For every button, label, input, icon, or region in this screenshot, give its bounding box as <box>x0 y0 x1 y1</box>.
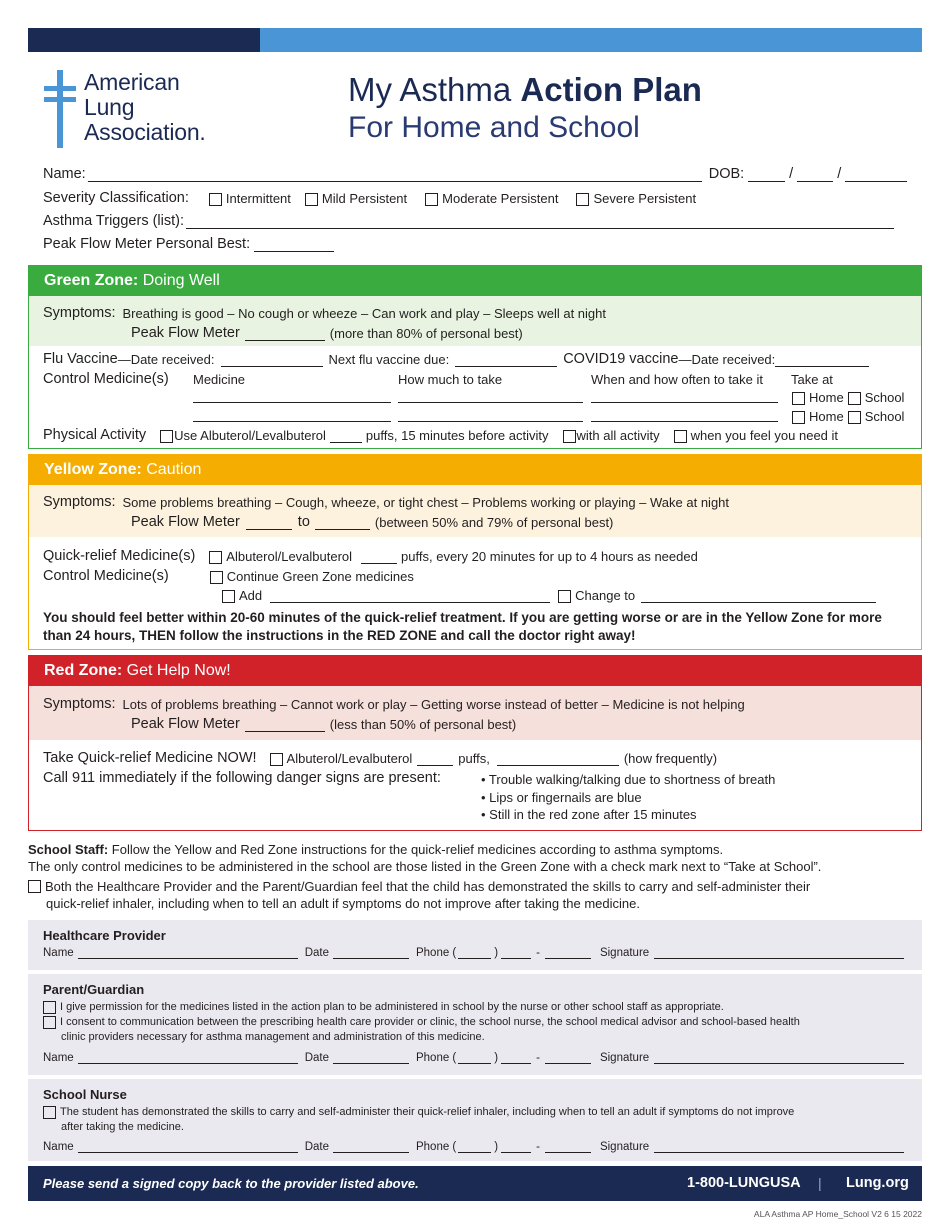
home-checkbox-2[interactable] <box>792 411 805 424</box>
hp-signature-field[interactable] <box>654 947 904 959</box>
org-name: American Lung Association. <box>84 69 206 145</box>
name-field[interactable] <box>88 168 702 182</box>
green-zone: Green Zone: Doing Well Symptoms: Breathing is good – No cough or wheeze – Can work and play – Sleeps well at night Peak Flow Meter (more than 80% of personal best) Flu Vaccine —Date received: Next flu vaccine due: COVID19 vaccine —Date received: Control Medicine(s) Medicine How much to take When and how often to take it Take at Home School Home School Physical Activity Use Albuterol/Levalbuterol puffs, 15 minutes before activity with all activity when you feel you need it <box>28 265 922 449</box>
sn-demonstrated-checkbox[interactable] <box>43 1106 56 1119</box>
triggers-field[interactable] <box>186 215 894 229</box>
red-zone-header: Red Zone: Get Help Now! <box>29 656 921 686</box>
add-checkbox[interactable] <box>222 590 235 603</box>
add-field[interactable] <box>270 589 550 603</box>
sn-date-field[interactable] <box>333 1141 409 1153</box>
pg-phone-area-field[interactable] <box>458 1052 491 1064</box>
dob-year-field[interactable] <box>845 168 907 182</box>
green-peak-flow-field[interactable] <box>245 327 325 341</box>
moderate-persistent-checkbox[interactable] <box>425 193 438 206</box>
home-checkbox-1[interactable] <box>792 392 805 405</box>
red-peak-flow-field[interactable] <box>245 718 325 732</box>
footer-website-link[interactable]: Lung.org <box>846 1175 909 1191</box>
change-to-field[interactable] <box>641 589 876 603</box>
sn-phone-line-field[interactable] <box>545 1141 591 1153</box>
sn-phone-area-field[interactable] <box>458 1141 491 1153</box>
yellow-zone-header: Yellow Zone: Caution <box>29 455 921 485</box>
healthcare-provider-section: Healthcare Provider Name Date Phone ( ) - Signature <box>28 920 922 970</box>
next-flu-field[interactable] <box>455 353 557 367</box>
yellow-albuterol-checkbox[interactable] <box>209 551 222 564</box>
school-checkbox-2[interactable] <box>848 411 861 424</box>
mild-persistent-checkbox[interactable] <box>305 193 318 206</box>
danger-signs-list: • Trouble walking/talking due to shortness of breath • Lips or fingernails are blue • Still in the red zone after 15 minutes <box>481 772 776 822</box>
footer-phone[interactable]: 1-800-LUNGUSA <box>687 1175 801 1191</box>
medicine-field-2[interactable] <box>193 408 391 422</box>
pg-permission-checkbox[interactable] <box>43 1001 56 1014</box>
plan-title: My Asthma Action Plan For Home and School <box>348 71 702 144</box>
red-albuterol-checkbox[interactable] <box>270 753 283 766</box>
when-needed-checkbox[interactable] <box>674 430 687 443</box>
hp-date-field[interactable] <box>333 947 409 959</box>
yellow-peak-high-field[interactable] <box>315 516 370 530</box>
red-frequency-field[interactable] <box>497 752 619 766</box>
hp-phone-prefix-field[interactable] <box>501 947 531 959</box>
covid-date-field[interactable] <box>775 353 869 367</box>
parent-guardian-section: Parent/Guardian I give permission for the medicines listed in the action plan to be administered in school by the nurse or other school staff as appropriate. I consent to communication between the prescribing health care provider or clinic, the school nurse, the school medical advisor and school-based health clinic providers necessary for asthma management and administration of this medicine. Name Date Phone ( ) - Signature <box>28 974 922 1075</box>
school-checkbox-1[interactable] <box>848 392 861 405</box>
footer-bar: Please send a signed copy back to the provider listed above. 1-800-LUNGUSA | Lung.org <box>28 1166 922 1201</box>
name-row: Name: DOB: / / <box>43 166 907 182</box>
peak-best-field[interactable] <box>254 238 334 252</box>
red-zone: Red Zone: Get Help Now! Symptoms: Lots of problems breathing – Cannot work or play – Getting worse instead of better – Medicine is not helping Peak Flow Meter (less than 50% of personal best) Take Quick-relief Medicine NOW! Albuterol/Levalbuterol puffs, (how frequently) Call 911 immediately if the following danger signs are present: • Trouble walking/talking due to shortness of breath • Lips or fingernails are blue • Still in the red zone after 15 minutes <box>28 655 922 831</box>
continue-green-checkbox[interactable] <box>210 571 223 584</box>
pg-phone-line-field[interactable] <box>545 1052 591 1064</box>
sn-signature-field[interactable] <box>654 1141 904 1153</box>
hp-phone-line-field[interactable] <box>545 947 591 959</box>
peak-best-row: Peak Flow Meter Personal Best: <box>43 236 334 252</box>
self-administer-checkbox[interactable] <box>28 880 41 893</box>
pg-phone-prefix-field[interactable] <box>501 1052 531 1064</box>
green-zone-header: Green Zone: Doing Well <box>29 266 921 296</box>
pg-signature-field[interactable] <box>654 1052 904 1064</box>
school-nurse-section: School Nurse The student has demonstrated the skills to carry and self-administer their quick-relief inhaler, including when to tell an adult if symptoms do not improve after taking the medicine. Name Date Phone ( ) - Signature <box>28 1079 922 1161</box>
lung-cross-icon <box>42 70 82 148</box>
footer-note: Please send a signed copy back to the provider listed above. <box>43 1176 419 1191</box>
pg-date-field[interactable] <box>333 1052 409 1064</box>
pg-name-field[interactable] <box>78 1052 298 1064</box>
amount-field-1[interactable] <box>398 389 583 403</box>
pg-consent-checkbox[interactable] <box>43 1016 56 1029</box>
pa-puffs-field[interactable] <box>330 429 362 443</box>
amount-field-2[interactable] <box>398 408 583 422</box>
all-activity-checkbox[interactable] <box>563 430 576 443</box>
sn-name-field[interactable] <box>78 1141 298 1153</box>
frequency-field-1[interactable] <box>591 389 778 403</box>
dob-month-field[interactable] <box>748 168 785 182</box>
severe-persistent-checkbox[interactable] <box>576 193 589 206</box>
flu-date-field[interactable] <box>221 353 323 367</box>
hp-name-field[interactable] <box>78 947 298 959</box>
medicine-field-1[interactable] <box>193 389 391 403</box>
pa-albuterol-checkbox[interactable] <box>160 430 173 443</box>
triggers-row: Asthma Triggers (list): <box>43 213 894 229</box>
yellow-puffs-field[interactable] <box>361 550 397 564</box>
self-administer-consent: Both the Healthcare Provider and the Parent/Guardian feel that the child has demonstrated the skills to carry and self-administer their quick-relief inhaler, including when to tell an adult if symptoms do not improve after taking the medicine. <box>28 878 810 912</box>
frequency-field-2[interactable] <box>591 408 778 422</box>
hp-phone-area-field[interactable] <box>458 947 491 959</box>
top-color-bar <box>28 28 922 52</box>
sn-phone-prefix-field[interactable] <box>501 1141 531 1153</box>
yellow-peak-low-field[interactable] <box>246 516 292 530</box>
ala-logo <box>42 70 262 150</box>
severity-row: Severity Classification: Intermittent Mild Persistent Moderate Persistent Severe Persistent <box>43 190 697 206</box>
change-to-checkbox[interactable] <box>558 590 571 603</box>
yellow-zone: Yellow Zone: Caution Symptoms: Some problems breathing – Cough, wheeze, or tight chest – Problems working or playing – Wake at night Peak Flow Meter to (between 50% and 79% of personal best) Quick-relief Medicine(s) Albuterol/Levalbuterol puffs, every 20 minutes for up to 4 hours as needed Control Medicine(s) Continue Green Zone medicines Add Change to You should feel better within 20-60 minutes of the quick-relief treatment. If you are getting worse or are in the Yellow Zone for more than 24 hours, THEN follow the instructions in the RED ZONE and call the doctor right away! <box>28 454 922 650</box>
red-puffs-field[interactable] <box>417 752 453 766</box>
school-staff-note: School Staff: Follow the Yellow and Red Zone instructions for the quick-relief medicines according to asthma symptoms. The only control medicines to be administered in the school are those listed in the Green Zone with a check mark next to “Take at School”. <box>28 842 822 874</box>
intermittent-checkbox[interactable] <box>209 193 222 206</box>
dob-day-field[interactable] <box>797 168 833 182</box>
version-text: ALA Asthma AP Home_School V2 6 15 2022 <box>753 1209 922 1219</box>
yellow-warning: You should feel better within 20-60 minutes of the quick-relief treatment. If you are getting worse or are in the Yellow Zone for more than 24 hours, THEN follow the instructions in the RED ZONE and call the doctor right away! <box>43 610 882 643</box>
